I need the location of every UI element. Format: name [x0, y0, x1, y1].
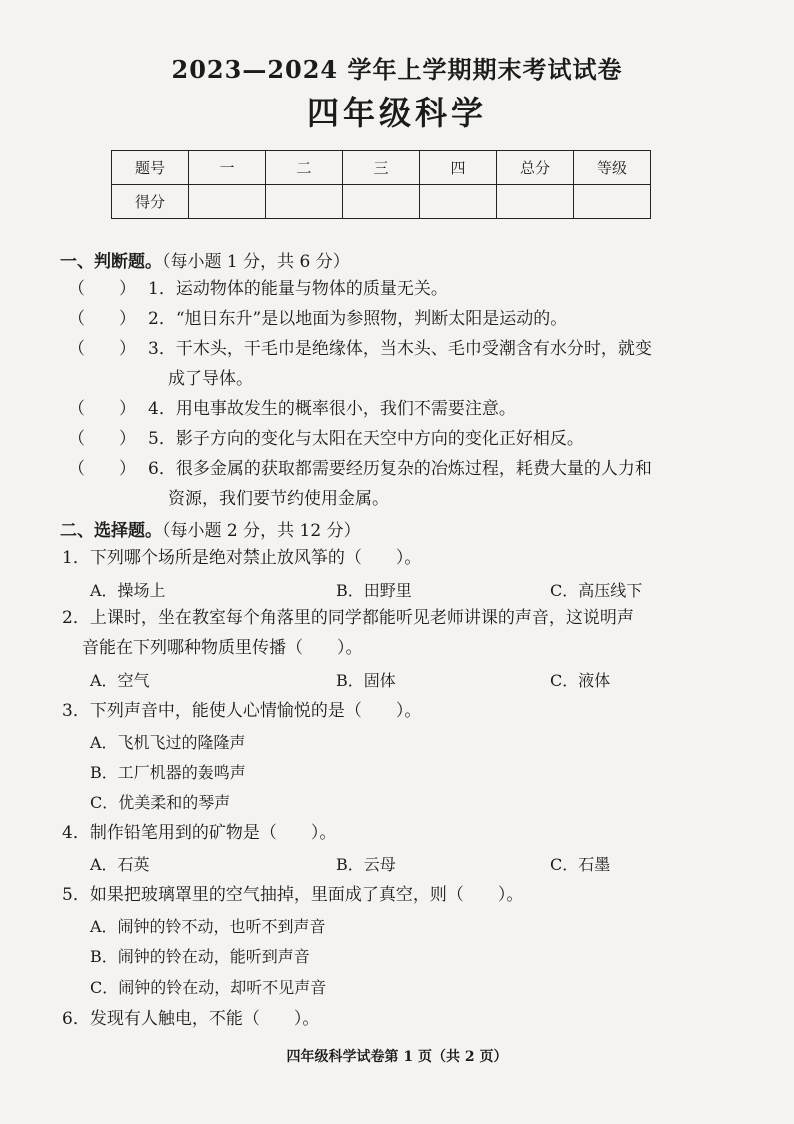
judge-item-2: [68, 304, 728, 334]
option-b[interactable]: B．工厂机器的轰鸣声: [90, 763, 246, 782]
judge-item-5: [68, 424, 728, 454]
option-a[interactable]: A．闹钟的铃不动，也听不到声音: [90, 917, 326, 936]
option-c[interactable]: C．闹钟的铃在动，却听不见声音: [90, 978, 327, 997]
judge-item-text: 4．用电事故发生的概率很小，我们不需要注意。: [148, 399, 516, 419]
section-1-heading: [60, 247, 350, 272]
answer-blank[interactable]: （ ）: [68, 399, 136, 419]
question-2-continuation: 音能在下列哪种物质里传播（ ）。: [82, 638, 363, 658]
option-c[interactable]: C．优美柔和的琴声: [90, 793, 231, 812]
question-2: [62, 603, 722, 663]
option-a[interactable]: A．空气: [90, 671, 150, 690]
score-header-cell: 等级: [574, 151, 651, 185]
question-3: 3．下列声音中，能使人心情愉悦的是（ ）。: [62, 701, 422, 721]
section-2-heading: [60, 516, 361, 541]
judge-item-text: 3．干木头，干毛巾是绝缘体，当木头、毛巾受潮含有水分时，就变: [148, 339, 652, 359]
section-1-note: （每小题 1 分，共 6 分）: [162, 252, 350, 272]
option-b[interactable]: B．田野里: [336, 581, 412, 600]
option-a[interactable]: A．飞机飞过的隆隆声: [90, 733, 246, 752]
judge-item-text: 6．很多金属的获取都需要经历复杂的冶炼过程，耗费大量的人力和: [148, 459, 652, 479]
answer-blank[interactable]: （ ）: [68, 309, 136, 329]
question-6: 6．发现有人触电，不能（ ）。: [62, 1009, 320, 1029]
section-2-title: 二、选择题。: [60, 521, 162, 541]
score-blank-cell[interactable]: [574, 185, 651, 219]
judge-item-continuation: 成了导体。: [168, 369, 253, 389]
score-blank-cell[interactable]: [189, 185, 266, 219]
question-2-text: 2．上课时，坐在教室每个角落里的同学都能听见老师讲课的声音，这说明声: [62, 608, 634, 628]
score-table: [111, 150, 651, 219]
answer-blank[interactable]: （ ）: [68, 459, 136, 479]
judge-item-4: [68, 394, 728, 424]
score-header-cell: 四: [420, 151, 497, 185]
judge-item-text: 2．“旭日东升”是以地面为参照物，判断太阳是运动的。: [148, 309, 568, 329]
judge-item-6: [68, 454, 728, 514]
score-table-score-row: [112, 185, 651, 219]
answer-blank[interactable]: （ ）: [68, 429, 136, 449]
judge-item-continuation: 资源，我们要节约使用金属。: [168, 489, 389, 509]
score-header-cell: 一: [189, 151, 266, 185]
judge-item-3: [68, 334, 728, 394]
option-b[interactable]: B．固体: [336, 671, 396, 690]
judge-item-text: 1．运动物体的能量与物体的质量无关。: [148, 279, 448, 299]
option-a[interactable]: A．操场上: [90, 581, 166, 600]
judge-item-text: 5．影子方向的变化与太阳在天空中方向的变化正好相反。: [148, 429, 584, 449]
option-c[interactable]: C．液体: [550, 671, 611, 690]
option-c[interactable]: C．高压线下: [550, 581, 643, 600]
exam-title: 2023—2024 学年上学期期末考试试卷: [171, 55, 623, 84]
section-2-note: （每小题 2 分，共 12 分）: [162, 521, 361, 541]
page-footer: 四年级科学试卷第 1 页（共 2 页）: [286, 1049, 508, 1065]
score-blank-cell[interactable]: [420, 185, 497, 219]
question-4: 4．制作铅笔用到的矿物是（ ）。: [62, 823, 337, 843]
option-b[interactable]: B．闹钟的铃在动，能听到声音: [90, 947, 310, 966]
score-blank-cell[interactable]: [266, 185, 343, 219]
exam-subject: 四年级科学: [306, 94, 487, 132]
question-5: 5．如果把玻璃罩里的空气抽掉，里面成了真空，则（ ）。: [62, 885, 524, 905]
answer-blank[interactable]: （ ）: [68, 279, 136, 299]
option-b[interactable]: B．云母: [336, 855, 396, 874]
score-header-cell: 题号: [112, 151, 189, 185]
option-c[interactable]: C．石墨: [550, 855, 611, 874]
option-a[interactable]: A．石英: [90, 855, 150, 874]
score-header-cell: 二: [266, 151, 343, 185]
score-table-header-row: [112, 151, 651, 185]
score-blank-cell[interactable]: [497, 185, 574, 219]
score-header-cell: 总分: [497, 151, 574, 185]
judge-item-1: [68, 274, 728, 304]
score-header-cell: 三: [343, 151, 420, 185]
question-1: 1．下列哪个场所是绝对禁止放风筝的（ ）。: [62, 548, 422, 568]
score-blank-cell[interactable]: [343, 185, 420, 219]
answer-blank[interactable]: （ ）: [68, 339, 136, 359]
score-row-label: 得分: [112, 185, 189, 219]
section-1-title: 一、判断题。: [60, 252, 162, 272]
